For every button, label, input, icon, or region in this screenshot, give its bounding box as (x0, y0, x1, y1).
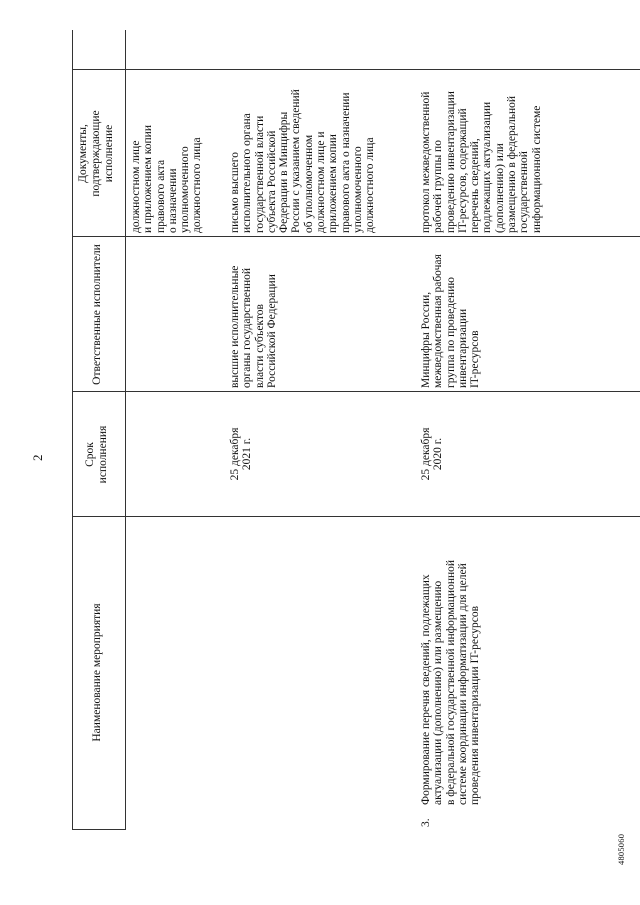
row1-documents: должностном лице и приложением копии правового акта о назначении уполномоченного должностного лица (130, 125, 204, 233)
table-top-line (72, 30, 73, 830)
row2-responsible: высшие исполнительные органы государственной власти субъектов Российской Федерации (229, 265, 278, 388)
col-line-1 (72, 516, 640, 517)
row2-deadline: 25 декабря 2021 г. (229, 427, 254, 481)
document-id-label: 4805060 (616, 833, 626, 865)
header-bottom-line (125, 30, 126, 830)
header-name-text: Наименование мероприятия (91, 603, 103, 742)
row3-documents: протокол межведомственной рабочей группы по проведению инвентаризации IT-ресурсов, содержащий перечень сведений, подлежащих актуализации (дополнению) или размещению в федеральной государственной информационной системе (420, 91, 543, 233)
row3-number: 3. (420, 818, 432, 827)
col-line-2 (72, 391, 640, 392)
row3-name: Формирование перечня сведений, подлежащих актуализации (дополнению) или размещению в федеральной государственной информационной системе координации информатизации для целей проведения инвентаризации IT-ресурсов (420, 559, 482, 805)
row2-documents: письмо высшего исполнительного органа государственной власти субъекта Российской Федерации в Минцифры России с указанием сведений об уполномоченном должностном лице и приложением копии правового акта о назначении уполномоченного должностного лица (229, 89, 377, 233)
col-line-3 (72, 236, 640, 237)
header-documents-text: Документы, подтверждающие исполнение (77, 110, 115, 197)
page-number-label: 2 (30, 454, 45, 461)
row3-responsible: Минцифры России, межведомственная рабочая группа по проведению инвентаризации IT-ресурсов (420, 254, 482, 388)
col-line-0 (72, 829, 125, 830)
row3-deadline: 25 декабря 2020 г. (420, 427, 445, 481)
header-deadline-text: Срок исполнения (84, 425, 109, 484)
header-responsible-text: Ответственные исполнители (91, 244, 103, 385)
